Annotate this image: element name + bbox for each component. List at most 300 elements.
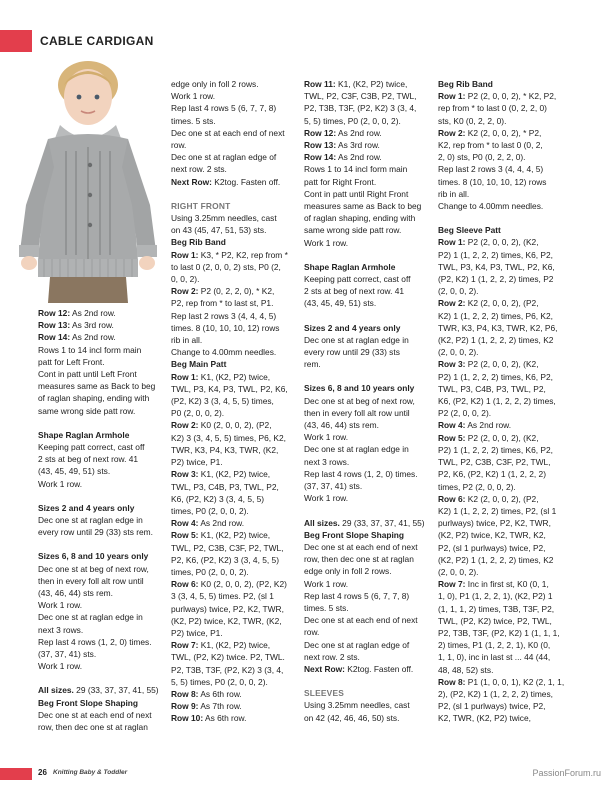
paragraph-gap: [304, 370, 432, 382]
instruction-line: [38, 660, 168, 672]
instruction-text: patt for Left Front.: [38, 356, 105, 367]
instruction-text: 2) times, P1 (1, 2, 2, 1), K0 (0,: [438, 640, 551, 651]
instruction-line: [38, 611, 168, 623]
instruction-line: [171, 90, 299, 102]
instruction-line: [304, 663, 432, 675]
row-label: Row 1:: [171, 249, 199, 260]
instruction-line: [304, 541, 432, 553]
instruction-line: [438, 468, 568, 480]
instruction-text: row, then dec one st at raglan: [304, 554, 414, 565]
instruction-line: [171, 322, 299, 334]
subheading: Sizes 6, 8 and 10 years only: [304, 383, 415, 394]
instruction-line: [38, 392, 168, 404]
instruction-text: to last 0 (2, 0, 0, 2) sts, P0 (2,: [171, 261, 281, 272]
instruction-line: [438, 273, 568, 285]
instruction-text: Dec one st at raglan edge in: [38, 612, 143, 623]
instruction-line: [171, 590, 299, 602]
instruction-text: 2), (P2, K2) 1 (1, 2, 2, 2) times,: [438, 688, 553, 699]
instruction-line: [438, 639, 568, 651]
row-label: Row 14:: [304, 152, 337, 163]
instruction-line: [438, 676, 568, 688]
instruction-text: (P2, K2) 3 (3, 4, 5, 5) times,: [171, 396, 274, 407]
instruction-line: [38, 331, 168, 343]
instruction-text: Cont in patt until Left Front: [38, 369, 137, 380]
instruction-text: K1, (K2, P2) twice,: [198, 530, 271, 541]
instruction-text: times. 5 sts.: [304, 602, 349, 613]
instruction-line: [438, 163, 568, 175]
instruction-line: [38, 575, 168, 587]
instruction-line: [304, 395, 432, 407]
instruction-text: (2, 0, 0, 2).: [438, 566, 479, 577]
instruction-line: [438, 176, 568, 188]
instruction-line: [171, 554, 299, 566]
instruction-line: [304, 139, 432, 151]
instruction-text: next 3 rows.: [304, 456, 350, 467]
instruction-line: [438, 444, 568, 456]
footer-accent-bar: [0, 768, 32, 780]
instruction-text: 1, 0), P1 (1, 2, 2, 1), (K2, P2) 1: [438, 591, 553, 602]
instruction-line: [38, 648, 168, 660]
instruction-text: P2) 1 (1, 2, 2, 2) times, K6, P2,: [438, 249, 553, 260]
instruction-line: [171, 127, 299, 139]
instruction-line: [38, 441, 168, 453]
instruction-text: TWL, P3, K4, P3, TWL, P2, K6,: [438, 261, 555, 272]
row-label: Row 2:: [438, 127, 466, 138]
instruction-text: K2 (2, 0, 0, 2), (P2,: [465, 493, 539, 504]
instruction-line: [304, 334, 432, 346]
instruction-line: [304, 639, 432, 651]
instruction-text: K2 (2, 0, 0, 2), * P2,: [465, 127, 542, 138]
instruction-line: [438, 236, 568, 248]
instruction-line: [438, 383, 568, 395]
instruction-line: [304, 712, 432, 724]
instruction-line: [304, 115, 432, 127]
instruction-line: [38, 356, 168, 368]
instruction-line: [438, 115, 568, 127]
instruction-text: Work 1 row.: [304, 237, 349, 248]
paragraph-gap: [38, 417, 168, 429]
instruction-text: P1 (1, 0, 0, 1), K2 (2, 1, 1,: [465, 676, 565, 687]
instruction-line: [171, 163, 299, 175]
instruction-line: [438, 297, 568, 309]
row-label: Row 9:: [171, 701, 199, 712]
instruction-line: [304, 480, 432, 492]
instruction-line: [38, 307, 168, 319]
instruction-line: [38, 526, 168, 538]
section-heading: RIGHT FRONT: [171, 200, 231, 211]
instruction-text: K2) 1 (1, 2, 2, 2) times, P6, K2,: [438, 310, 553, 321]
instruction-line: [38, 368, 168, 380]
row-label: Row 6:: [171, 579, 199, 590]
instruction-text: P2, T3B, T3F, (P2, K2) 3 (3, 4,: [304, 103, 417, 114]
row-label: Row 10:: [171, 713, 204, 724]
instruction-text: 1, 1, 0), inc in last st ... 44 (44,: [438, 652, 551, 663]
instruction-line: [171, 542, 299, 554]
instruction-text: As 3rd row.: [336, 140, 380, 151]
instruction-line: [171, 407, 299, 419]
instruction-line: [38, 405, 168, 417]
instruction-text: TWL, P2, C3B, C3F, P2, TWL,: [438, 457, 551, 468]
instruction-text: 29 (33, 37, 37, 41, 55): [339, 517, 425, 528]
instruction-line: [438, 358, 568, 370]
instruction-line: [438, 590, 568, 602]
instruction-text: of raglan shaping, ending with: [304, 213, 416, 224]
instruction-text: rib in all.: [171, 335, 203, 346]
instruction-line: [38, 478, 168, 490]
instruction-line: [438, 432, 568, 444]
instruction-line: [304, 90, 432, 102]
row-label: Row 1:: [438, 237, 466, 248]
paragraph-gap: [304, 505, 432, 517]
row-label: Row 12:: [38, 308, 71, 318]
row-label: Row 2:: [171, 286, 199, 297]
instruction-text: next row. 2 sts.: [171, 164, 227, 175]
instruction-line: [438, 346, 568, 358]
instruction-line: [438, 419, 568, 431]
instruction-text: K0 (2, 0, 0, 2), (P2, K2): [198, 579, 287, 590]
instruction-text: P2, K6, (P2, K2) 3 (3, 4, 5, 5): [171, 554, 279, 565]
instruction-line: [304, 297, 432, 309]
instruction-line: [171, 212, 299, 224]
instruction-text: K0 (2, 0, 0, 2), (P2,: [198, 420, 272, 431]
instruction-line: [304, 699, 432, 711]
instruction-line: [438, 566, 568, 578]
instruction-text: (43, 45, 49, 51) sts.: [38, 466, 111, 477]
instruction-line: [171, 224, 299, 236]
instruction-line: [38, 709, 168, 721]
instruction-text: every row until 29 (33) sts: [304, 347, 400, 358]
instruction-text: 5, 5) times, P0 (2, 0, 0, 2).: [171, 676, 268, 687]
subheading: Sizes 2 and 4 years only: [304, 322, 401, 333]
instruction-text: K6, (P2, K2) 1 (1, 2, 2, 2) times,: [438, 396, 556, 407]
instruction-line: [438, 188, 568, 200]
instruction-line: [304, 431, 432, 443]
instruction-text: Dec one st at each end of next: [171, 127, 285, 138]
instruction-line: [171, 676, 299, 688]
instruction-line: [171, 139, 299, 151]
instruction-line: [304, 224, 432, 236]
instruction-text: (43, 46, 44) sts rem.: [38, 588, 113, 599]
row-label: Row 14:: [38, 332, 71, 343]
paragraph-gap: [38, 538, 168, 550]
instruction-text: Rep last 2 rows 3 (4, 4, 4, 5): [438, 164, 544, 175]
instruction-line: [304, 285, 432, 297]
instruction-text: rep from * to last 0 (0, 2, 2, 0): [438, 103, 547, 114]
row-label: Row 7:: [438, 579, 466, 590]
instruction-line: [171, 395, 299, 407]
instruction-line: [438, 310, 568, 322]
row-label: Row 13:: [304, 140, 337, 151]
instruction-line: [171, 517, 299, 529]
instruction-text: As 2nd row.: [198, 518, 245, 529]
instruction-line: [304, 273, 432, 285]
instruction-text: rib in all.: [438, 188, 470, 199]
instruction-text: Keeping patt correct, cast off: [38, 442, 145, 453]
instruction-line: [171, 249, 299, 261]
instruction-line: [171, 383, 299, 395]
instruction-line: [304, 468, 432, 480]
instruction-text: Cont in patt until Right Front: [304, 188, 409, 199]
instruction-text: As 2nd row.: [70, 332, 116, 343]
instruction-line: [438, 261, 568, 273]
instruction-line: [38, 624, 168, 636]
instruction-line: [438, 554, 568, 566]
instruction-text: P2, T3B, T3F, (P2, K2) 3 (3, 4,: [171, 664, 284, 675]
instruction-text: TWL, (P2, K2) twice, P2, TWL,: [438, 615, 552, 626]
instruction-text: 5, 5) times, P0 (2, 0, 0, 2).: [304, 115, 401, 126]
instruction-text: P2, T3B, T3F, (P2, K2) 1 (1, 1, 1,: [438, 627, 560, 638]
instruction-text: then in every foll alt row until: [304, 407, 410, 418]
instruction-text: Keeping patt correct, cast off: [304, 274, 411, 285]
instruction-text: 2, 0) sts, P0 (0, 2, 2, 0).: [438, 152, 526, 163]
instruction-text: As 2nd row.: [336, 152, 382, 163]
instruction-text: Work 1 row.: [38, 600, 83, 611]
instruction-text: Using 3.25mm needles, cast: [171, 213, 277, 224]
instruction-text: times. 5 sts.: [171, 115, 216, 126]
instruction-text: (K2, P2) twice, K2, TWR, (K2,: [171, 615, 282, 626]
instruction-line: [171, 615, 299, 627]
subheading: Beg Rib Band: [171, 237, 226, 248]
instruction-text: P2) twice, P1.: [171, 457, 223, 468]
instruction-line: [304, 102, 432, 114]
instruction-text: (37, 37, 41) sts.: [304, 481, 363, 492]
instruction-text: As 2nd row.: [465, 420, 512, 431]
instruction-text: Dec one st at beg of next row,: [304, 395, 415, 406]
instruction-text: (K2, P2) twice, K2, TWR, K2,: [438, 530, 546, 541]
row-label: Next Row:: [304, 663, 345, 674]
row-label: Row 8:: [171, 688, 199, 699]
instruction-text: Dec one st at each end of next: [304, 615, 418, 626]
accent-bar: [0, 30, 32, 52]
instruction-line: [171, 273, 299, 285]
row-label: Row 7:: [171, 640, 199, 651]
instruction-line: [438, 151, 568, 163]
instruction-line: [304, 237, 432, 249]
instruction-text: times, P0 (2, 0, 0, 2).: [171, 566, 249, 577]
instruction-text: Rows 1 to 14 incl form main: [304, 164, 408, 175]
instruction-line: [438, 688, 568, 700]
instruction-text: P2, K6, (P2, K2) 1 (1, 2, 2, 2): [438, 469, 546, 480]
instruction-text: (37, 37, 41) sts.: [38, 649, 97, 660]
instruction-text: K2) 3 (3, 4, 5, 5) times, P6, K2,: [171, 432, 286, 443]
instruction-text: Rep last 2 rows 3 (4, 4, 4, 5): [171, 310, 277, 321]
instruction-text: As 6th row.: [198, 688, 242, 699]
instruction-text: K1, (K2, P2) twice,: [198, 371, 271, 382]
subheading: Sizes 6, 8 and 10 years only: [38, 551, 149, 562]
instruction-line: [438, 407, 568, 419]
instruction-line: [171, 481, 299, 493]
instruction-text: P2) 1 (1, 2, 2, 2) times, K6, P2,: [438, 371, 553, 382]
instruction-text: TWR, K3, P4, K3, TWR, (K2,: [171, 444, 279, 455]
instruction-line: [438, 90, 568, 102]
subheading: Beg Front Slope Shaping: [38, 697, 139, 708]
instruction-text: same wrong side patt row.: [304, 225, 402, 236]
instruction-text: (K2, P2) 1 (1, 2, 2, 2) times, K2: [438, 335, 554, 346]
instruction-line: [438, 542, 568, 554]
instruction-text: P2) 1 (1, 2, 2, 2) times, K6, P2,: [438, 444, 553, 455]
paragraph-gap: [304, 675, 432, 687]
instruction-text: (1, 1, 1, 2) times, T3B, T3F, P2,: [438, 603, 555, 614]
instruction-text: P2 (0, 2, 2, 0), * K2,: [198, 286, 275, 297]
instruction-text: then in every foll alt row until: [38, 575, 144, 586]
page-header: [0, 30, 154, 52]
row-label: Next Row:: [171, 176, 212, 187]
instruction-text: Using 3.25mm needles, cast: [304, 700, 410, 711]
instruction-line: [304, 456, 432, 468]
instruction-line: [171, 651, 299, 663]
instruction-text: row.: [304, 627, 320, 638]
instruction-line: [304, 492, 432, 504]
instruction-line: [171, 627, 299, 639]
instruction-line: [171, 712, 299, 724]
instruction-line: [304, 626, 432, 638]
instruction-line: [171, 78, 299, 90]
instruction-line: [171, 419, 299, 431]
instruction-line: [438, 102, 568, 114]
instruction-text: Inc in first st, K0 (0, 1,: [465, 579, 549, 590]
instruction-line: [304, 614, 432, 626]
instruction-line: [438, 395, 568, 407]
instruction-line: [304, 651, 432, 663]
instruction-text: Work 1 row.: [171, 91, 216, 102]
instruction-line: [171, 639, 299, 651]
instruction-text: P2 (2, 0, 0, 2), * K2, P2,: [465, 91, 557, 102]
row-label: Row 6:: [438, 493, 466, 504]
instruction-line: [438, 481, 568, 493]
instruction-line: [304, 517, 432, 529]
instruction-line: [38, 453, 168, 465]
instruction-line: [171, 700, 299, 712]
watermark: PassionForum.ru: [532, 768, 601, 778]
instruction-line: [438, 700, 568, 712]
instruction-line: [171, 505, 299, 517]
instruction-line: [38, 587, 168, 599]
instruction-line: [304, 407, 432, 419]
paragraph-gap: [171, 188, 299, 200]
instruction-line: [438, 285, 568, 297]
instruction-line: [304, 590, 432, 602]
instruction-text: TWL, (P2, K2) twice. P2, TWL.: [171, 652, 285, 663]
instruction-text: K2, rep from * to last 0 (0, 2,: [438, 140, 543, 151]
instruction-line: [38, 465, 168, 477]
instruction-line: [171, 688, 299, 700]
instruction-text: K3, * P2, K2, rep from *: [198, 249, 288, 260]
instruction-text: As 6th row.: [203, 713, 247, 724]
instruction-text: P2) twice, P1.: [171, 627, 223, 638]
instruction-line: [438, 249, 568, 261]
instruction-line: [304, 127, 432, 139]
instruction-text: (2, 0, 0, 2).: [438, 347, 479, 358]
instruction-line: [38, 636, 168, 648]
instruction-line: [171, 346, 299, 358]
instruction-line: [304, 565, 432, 577]
instruction-text: edge only in foll 2 rows.: [171, 79, 259, 89]
instruction-text: Dec one st at raglan edge of: [171, 152, 277, 163]
instruction-text: next row. 2 sts.: [304, 651, 360, 662]
paragraph-gap: [304, 310, 432, 322]
row-label: Row 2:: [438, 298, 466, 309]
instruction-line: [438, 322, 568, 334]
instruction-line: [171, 151, 299, 163]
subheading: Shape Raglan Armhole: [304, 261, 396, 272]
instruction-text: patt for Right Front.: [304, 176, 377, 187]
instruction-text: P2 (2, 0, 0, 2).: [438, 408, 492, 419]
instruction-text: times, P2 (2, 0, 0, 2).: [438, 481, 516, 492]
instruction-line: [171, 102, 299, 114]
instruction-line: [438, 517, 568, 529]
instruction-text: 3 (3, 4, 5, 5) times. P2, (sl 1: [171, 591, 274, 602]
row-label: Row 3:: [438, 359, 466, 370]
row-label: Row 2:: [171, 420, 199, 431]
instruction-text: on 43 (45, 47, 51, 53) sts.: [171, 225, 267, 236]
instruction-text: P0 (2, 0, 0, 2).: [171, 408, 225, 419]
instruction-text: Dec one st at raglan edge in: [304, 334, 409, 345]
instruction-text: Rep last 4 rows (1, 2, 0) times.: [38, 636, 152, 647]
instruction-line: [171, 603, 299, 615]
row-label: Row 1:: [171, 371, 199, 382]
instruction-text: TWL, P2, C3F, C3B, P2, TWL,: [304, 91, 417, 102]
instruction-text: P2 (2, 0, 0, 2), (K2,: [465, 359, 539, 370]
row-label: Row 8:: [438, 676, 466, 687]
subheading: Sizes 2 and 4 years only: [38, 502, 135, 513]
paragraph-gap: [38, 490, 168, 502]
instruction-text: times. 8 (10, 10, 10, 12) rows: [171, 322, 280, 333]
instruction-line: [304, 163, 432, 175]
instruction-line: [438, 127, 568, 139]
instruction-line: [171, 456, 299, 468]
instruction-line: [304, 200, 432, 212]
instruction-line: [171, 297, 299, 309]
instruction-text: Dec one st at each end of next: [304, 541, 418, 552]
row-label: Row 4:: [171, 518, 199, 529]
subheading: Shape Raglan Armhole: [38, 429, 130, 440]
instruction-text: K1, (K2, P2) twice,: [335, 79, 408, 89]
instruction-line: [438, 627, 568, 639]
instruction-text: TWL, P3, C4B, P3, TWL, P2,: [438, 383, 546, 394]
instruction-line: [38, 721, 168, 733]
instruction-line: [38, 514, 168, 526]
instruction-line: [438, 578, 568, 590]
instruction-text: As 2nd row.: [70, 308, 116, 318]
instruction-text: As 7th row.: [198, 701, 242, 712]
instruction-text: row, then dec one st at raglan: [38, 722, 148, 733]
instruction-line: [304, 188, 432, 200]
instruction-line: [171, 664, 299, 676]
instruction-text: Work 1 row.: [304, 432, 349, 443]
instruction-text: P2, rep from * to last st, P1.: [171, 298, 274, 309]
instruction-text: purlways) twice, P2, K2, TWR,: [171, 603, 284, 614]
instruction-text: rem.: [304, 359, 321, 370]
subheading: Beg Sleeve Patt: [438, 225, 501, 236]
instruction-text: P2 (2, 0, 0, 2), (K2,: [465, 237, 539, 248]
instruction-line: [171, 493, 299, 505]
instruction-line: [438, 456, 568, 468]
instruction-text: K1, (K2, P2) twice,: [198, 469, 271, 480]
instruction-line: [438, 664, 568, 676]
row-label: Row 4:: [438, 420, 466, 431]
instruction-line: [438, 371, 568, 383]
instruction-line: [38, 344, 168, 356]
instruction-text: Rep last 4 rows 5 (6, 7, 7, 8): [171, 103, 277, 114]
instruction-text: (P2, K2) 1 (1, 2, 2, 2) times, P2: [438, 274, 554, 285]
subheading: Beg Front Slope Shaping: [304, 529, 405, 540]
instruction-text: measures same as Back to beg: [304, 201, 422, 212]
instruction-text: As 3rd row.: [70, 320, 114, 331]
instruction-line: [304, 346, 432, 358]
paragraph-gap: [38, 672, 168, 684]
instruction-text: P2, (sl 1 purlways) twice, P2,: [438, 701, 546, 712]
section-heading: SLEEVES: [304, 688, 345, 699]
